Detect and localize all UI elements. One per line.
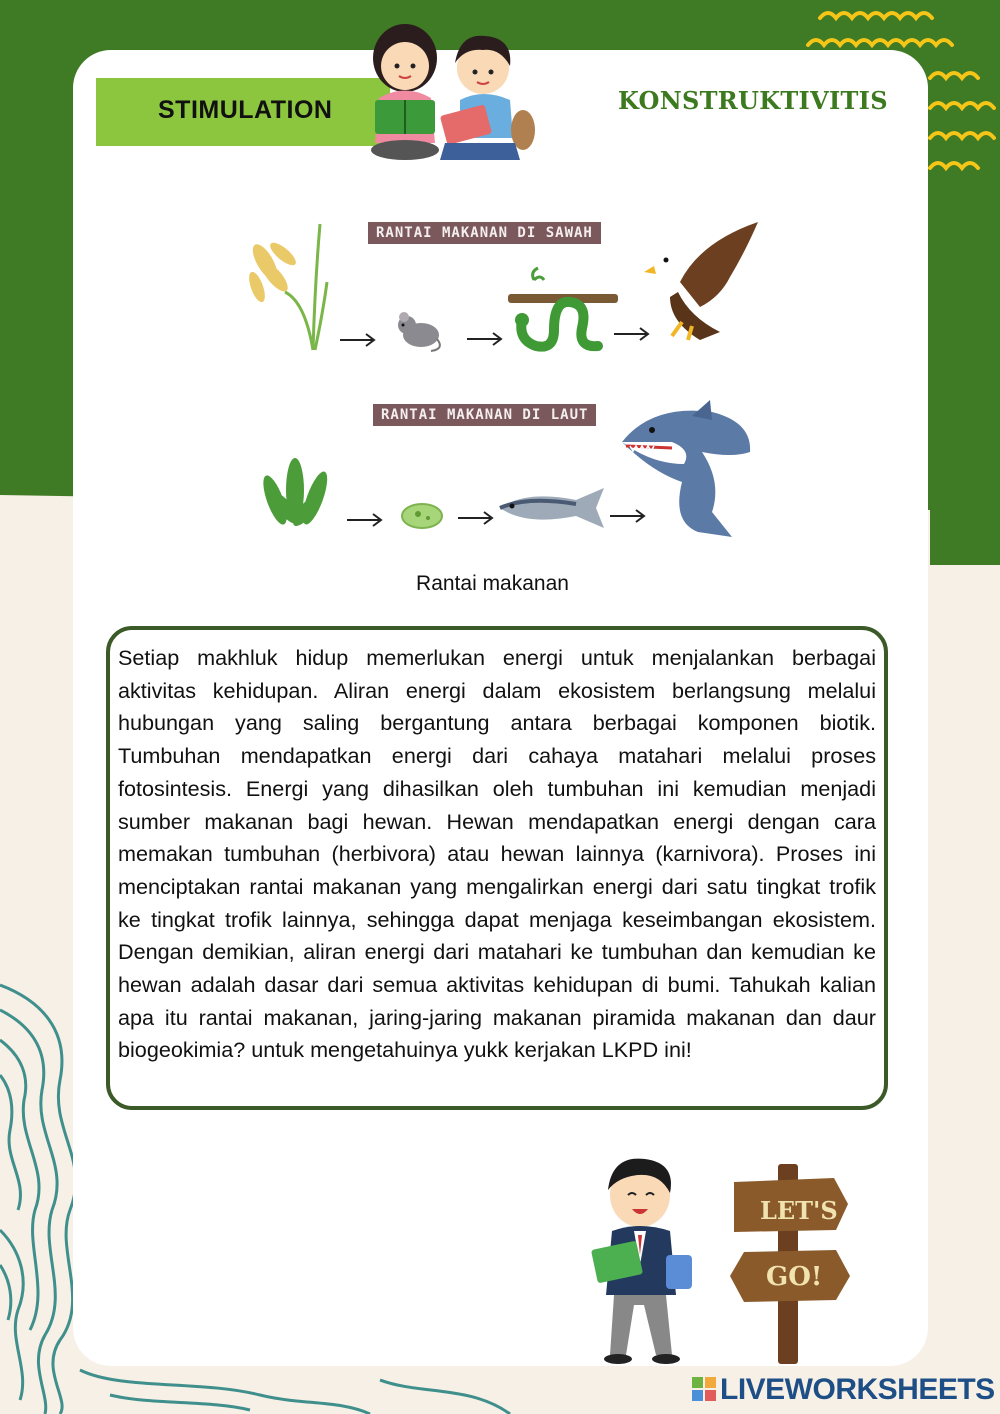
liveworksheets-brand: LIVEWORKSHEETS <box>720 1373 995 1406</box>
eagle-icon <box>640 222 765 342</box>
plankton-icon <box>398 498 446 534</box>
signpost-top-text: LET'S <box>760 1196 838 1225</box>
arrow-icon <box>345 512 385 528</box>
arrow-icon <box>456 510 496 526</box>
chain-land-title: RANTAI MAKANAN DI SAWAH <box>368 222 601 244</box>
arrow-icon <box>465 331 505 347</box>
arrow-icon <box>338 332 378 348</box>
fish-icon <box>496 486 608 530</box>
snake-icon <box>508 270 618 355</box>
signpost-bottom-text: GO! <box>766 1262 823 1292</box>
section-label: STIMULATION <box>158 96 333 124</box>
intro-text-box <box>106 626 888 1110</box>
shark-icon <box>612 402 757 540</box>
figure-caption: Rantai makanan <box>416 572 569 595</box>
kids-reading-illustration <box>365 18 535 168</box>
seaweed-icon <box>255 450 337 532</box>
liveworksheets-logo-icon <box>692 1377 716 1401</box>
student-illustration <box>590 1155 700 1365</box>
rice-plant-icon <box>245 222 330 352</box>
mouse-icon <box>395 305 445 353</box>
intro-paragraph: Setiap makhluk hidup memerlukan energi untuk menjalankan berbagai aktivitas kehidupan. Aliran energi dalam ekosistem berlangsung melalui hubungan yang saling bergantung antara berbagai komponen biotik. Tumbuhan mendapatkan energi dari cahaya matahari melalui proses fotosintesis. Energi yang dihasilkan oleh tumbuhan ini kemudian menjadi sumber makanan bagi hewan. Hewan mendapatkan energi dengan cara memakan tumbuhan (herbivora) atau hewan lainnya (karnivora). Proses ini menciptakan rantai makanan yang mengalirkan energi dari satu tingkat trofik ke tingkat trofik lainnya, sehingga dapat menjaga keseimbangan ekosistem. Dengan demikian, aliran energi dari matahari ke tumbuhan dan kemudian ke hewan adalah dasar dari semua aktivitas kehidupan di bumi. Tahukah kalian apa itu rantai makanan, jaring-jaring makanan piramida makanan dan daur biogeokimia? untuk mengetahuinya yukk kerjakan LKPD ini! <box>118 645 876 1063</box>
approach-label: KONSTRUKTIVITIS <box>618 86 888 115</box>
chain-sea-title: RANTAI MAKANAN DI LAUT <box>373 404 596 426</box>
